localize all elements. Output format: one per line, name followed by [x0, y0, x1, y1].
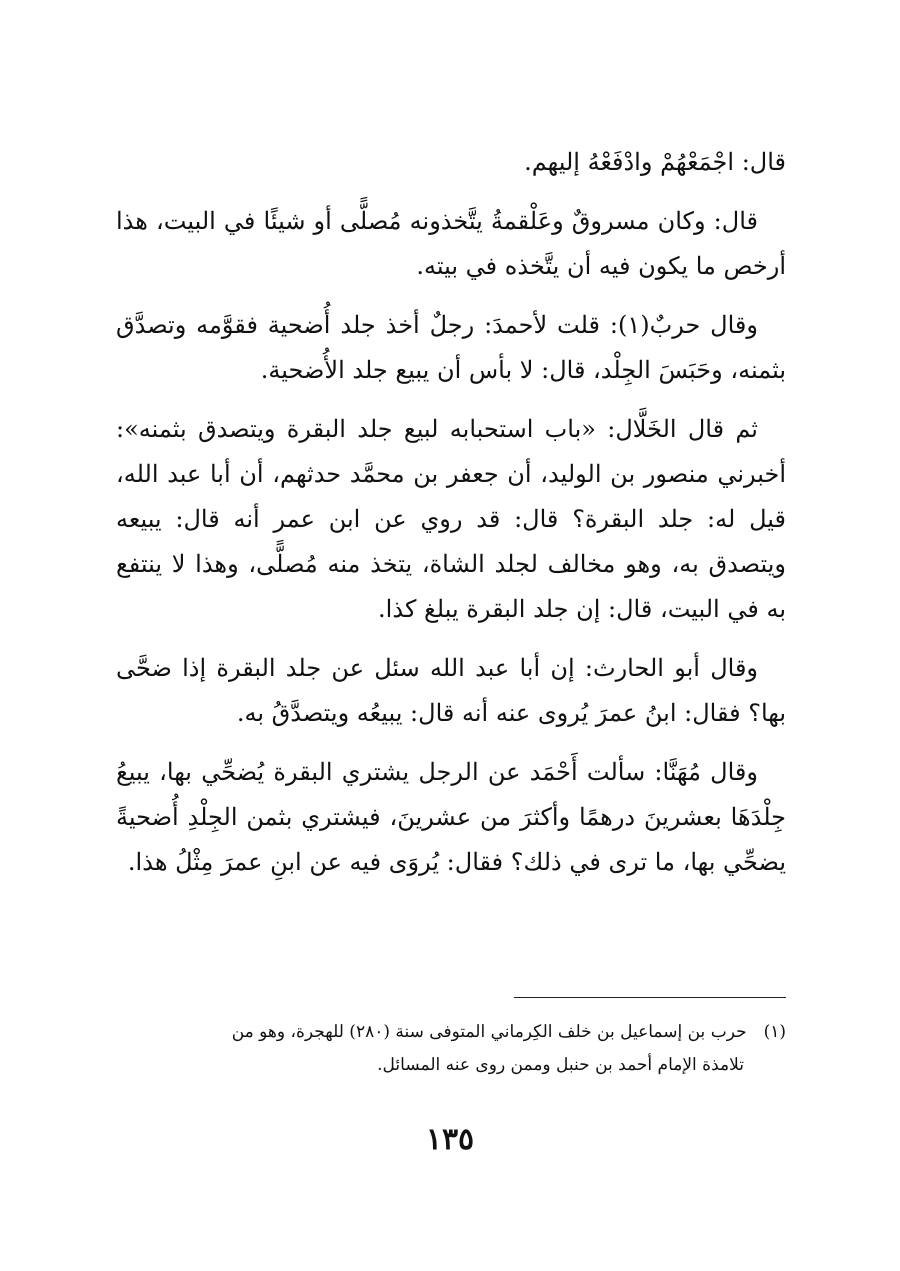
paragraph-5: وقال أبو الحارث: إن أبا عبد الله سئل عن جلد البقرة إذا ضحَّى بها؟ فقال: ابنُ عمرَ يُروى عنه أنه قال: يبيعُه ويتصدَّقُ به.: [116, 654, 786, 727]
paragraph-3: وقال حربٌ(١): قلت لأحمدَ: رجلٌ أخذ جلد أُضحية فقوَّمه وتصدَّق بثمنه، وحَبَسَ الجِلْد، قال: لا بأس أن يبيع جلد الأُضحية.: [116, 311, 786, 384]
page-number: ١٣٥: [425, 1122, 475, 1157]
paragraph-1: قال: اجْمَعْهُمْ وادْفَعْهُ إليهم.: [524, 148, 786, 176]
footnote-text-line-1: حرب بن إسماعيل بن خلف الكِرماني المتوفى سنة (٢٨٠) للهجرة، وهو من: [231, 1022, 747, 1042]
paragraph-6: وقال مُهَنَّا: سألت أَحْمَد عن الرجل يشتري البقرة يُضحِّي بها، يبيعُ جِلْدَهَا بعشرينَ درهمًا وأكثرَ من عشرينَ، فيشتري بثمن الجِلْدِ أُضحيةً يضحِّي بها، ما ترى في ذلك؟ فقال: يُروَى فيه عن ابنِ عمرَ مِثْلُ هذا.: [116, 758, 786, 876]
footnote-divider: [514, 997, 786, 998]
main-text: [116, 140, 786, 899]
footnote-1: [116, 1016, 786, 1049]
footnote-text-line-2: تلامذة الإمام أحمد بن حنبل وممن روى عنه المسائل.: [377, 1055, 744, 1075]
footnotes: [116, 1016, 786, 1082]
paragraph-4: ثم قال الخَلَّال: «باب استحبابه لبيع جلد البقرة ويتصدق بثمنه»: أخبرني منصور بن الوليد، أن جعفر بن محمَّد حدثهم، أن أبا عبد الله، قيل له: جلد البقرة؟ قال: قد روي عن ابن عمر أنه قال: يبيعه ويتصدق به، وهو مخالف لجلد الشاة، يتخذ منه مُصلًّى، وهذا لا ينتفع به في البيت، قال: إن جلد البقرة يبلغ كذا.: [116, 415, 787, 623]
paragraph-2: قال: وكان مسروقٌ وعَلْقمةُ يتَّخذونه مُصلًّى أو شيئًا في البيت، هذا أرخص ما يكون فيه أن يتَّخذه في بيته.: [116, 207, 786, 280]
footnote-marker: (١): [763, 1022, 786, 1042]
